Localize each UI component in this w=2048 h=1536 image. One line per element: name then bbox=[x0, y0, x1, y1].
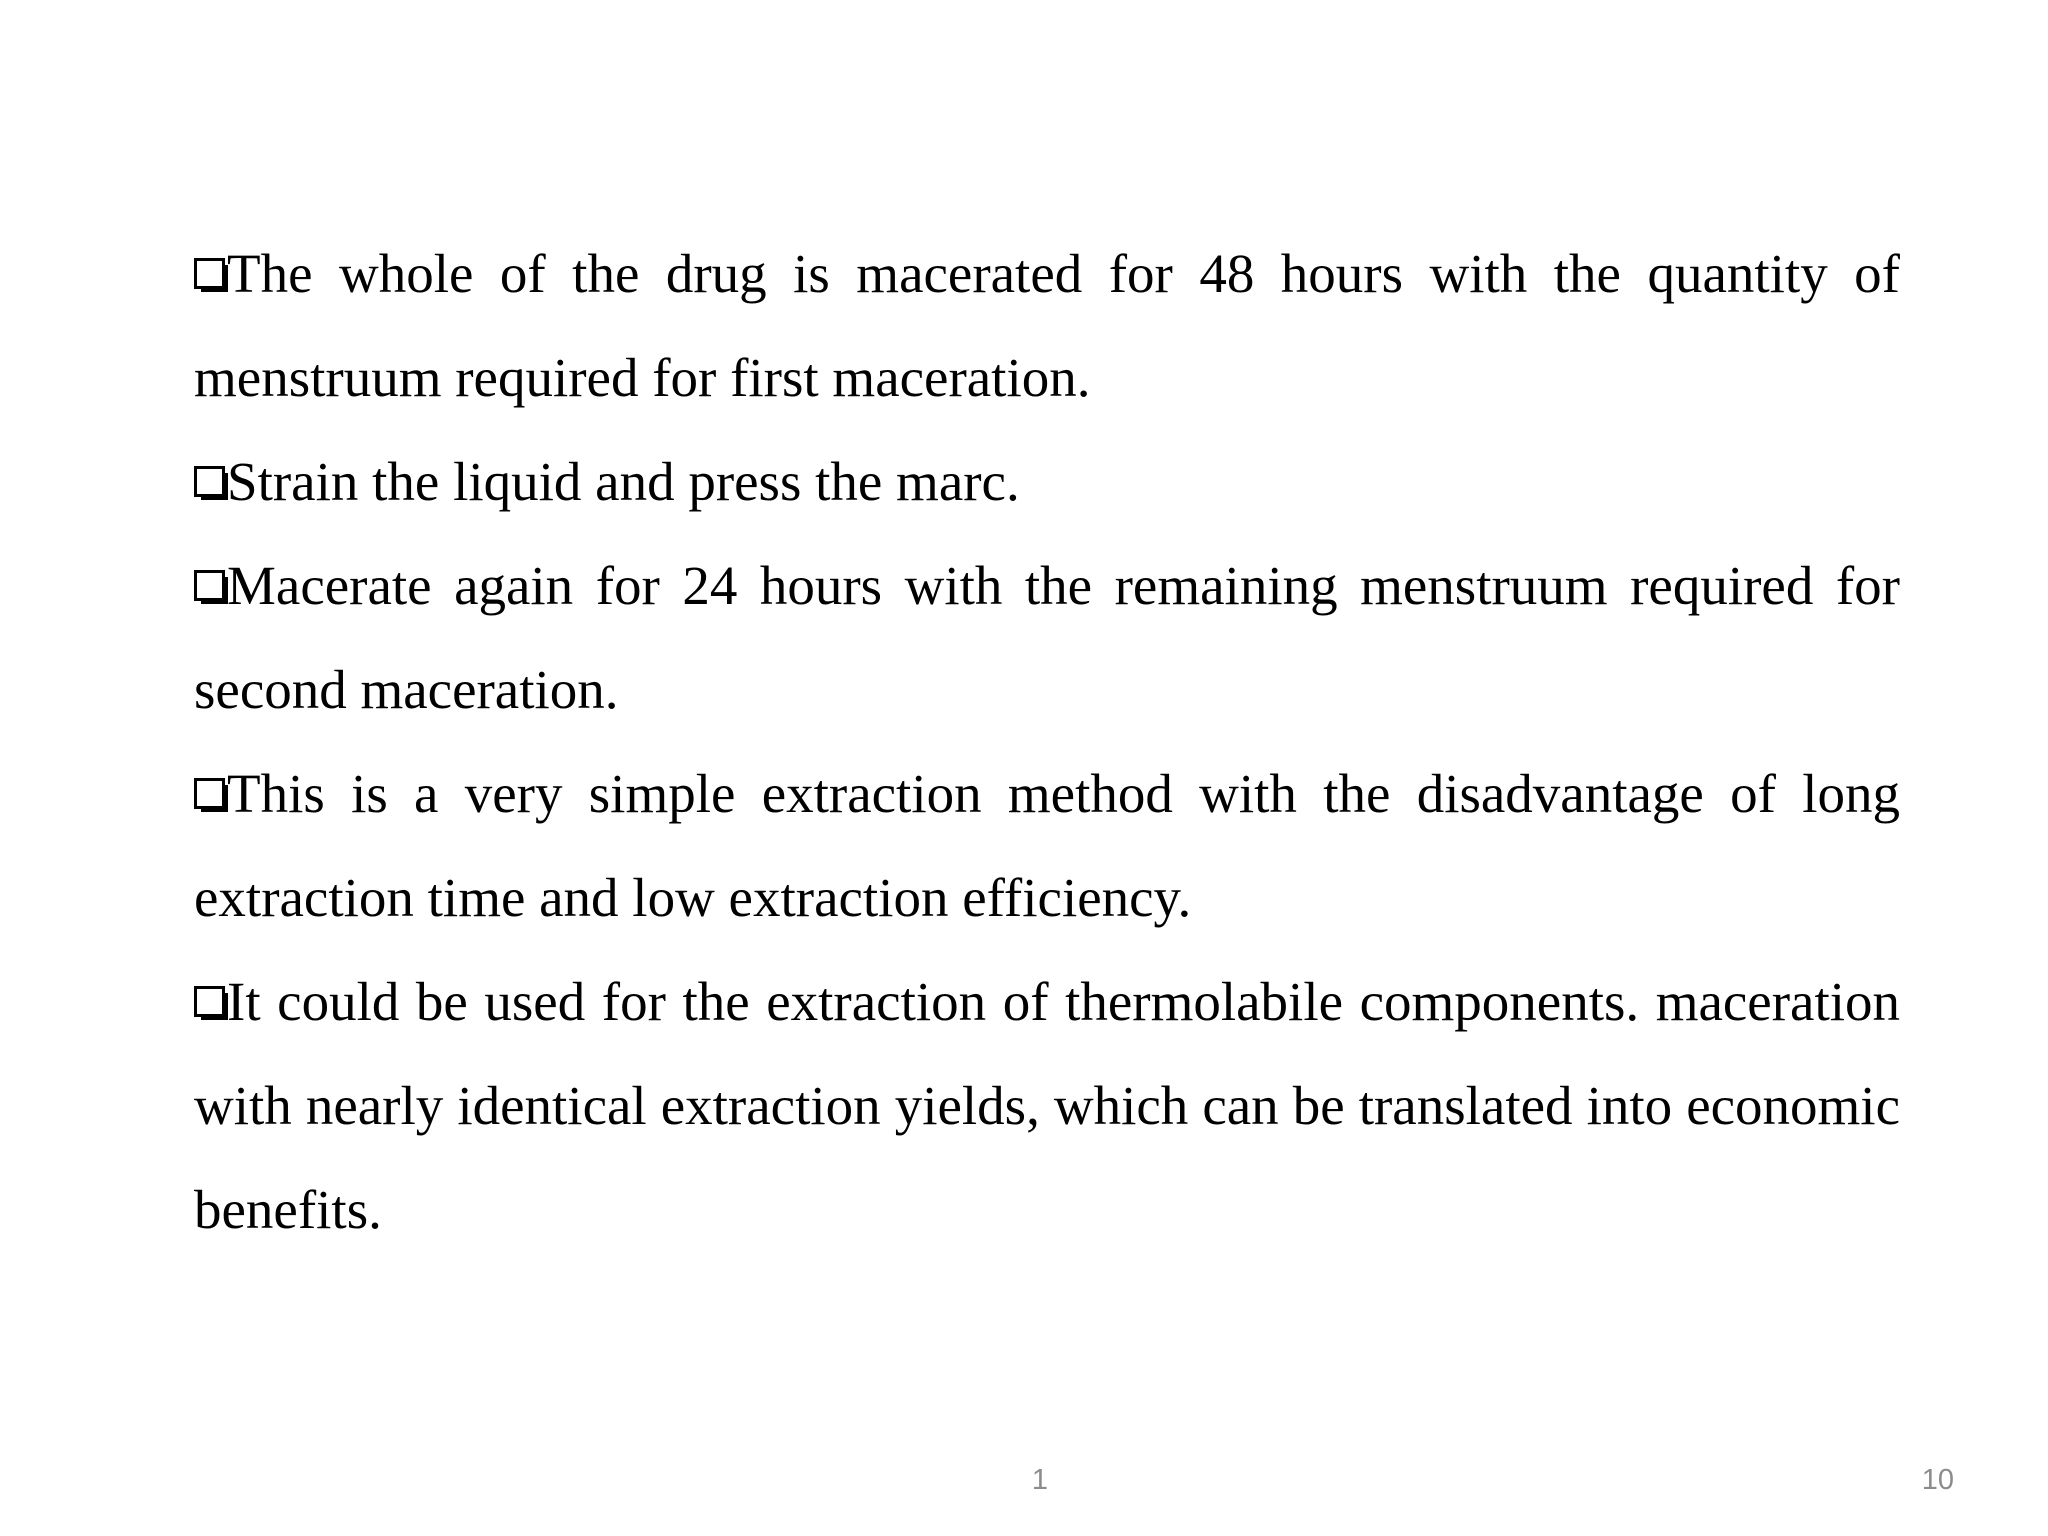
bullet-text: Macerate again for 24 hours with the remaining menstruum required for second maceration. bbox=[194, 555, 1900, 720]
checkbox-bullet-icon bbox=[194, 466, 225, 497]
page-number: 10 bbox=[1921, 1464, 1954, 1496]
slide-body bbox=[194, 222, 1900, 1262]
bullet-text: Strain the liquid and press the marc. bbox=[227, 451, 1020, 512]
bullet-item bbox=[194, 950, 1900, 1262]
checkbox-bullet-icon bbox=[194, 986, 225, 1017]
bullet-item bbox=[194, 222, 1900, 430]
checkbox-bullet-icon bbox=[194, 570, 225, 601]
bullet-item bbox=[194, 430, 1900, 534]
bullet-text: It could be used for the extraction of thermolabile components. maceration with nearly identical extraction yields, which can be translated into economic benefits. bbox=[194, 971, 1900, 1240]
bullet-item bbox=[194, 534, 1900, 742]
bullet-text: The whole of the drug is macerated for 48 hours with the quantity of menstruum required for first maceration. bbox=[194, 243, 1900, 408]
checkbox-bullet-icon bbox=[194, 258, 225, 289]
bullet-item bbox=[194, 742, 1900, 950]
footer-center-number: 1 bbox=[1031, 1464, 1049, 1496]
checkbox-bullet-icon bbox=[194, 778, 225, 809]
bullet-text: This is a very simple extraction method with the disadvantage of long extraction time and low extraction efficiency. bbox=[194, 763, 1900, 928]
